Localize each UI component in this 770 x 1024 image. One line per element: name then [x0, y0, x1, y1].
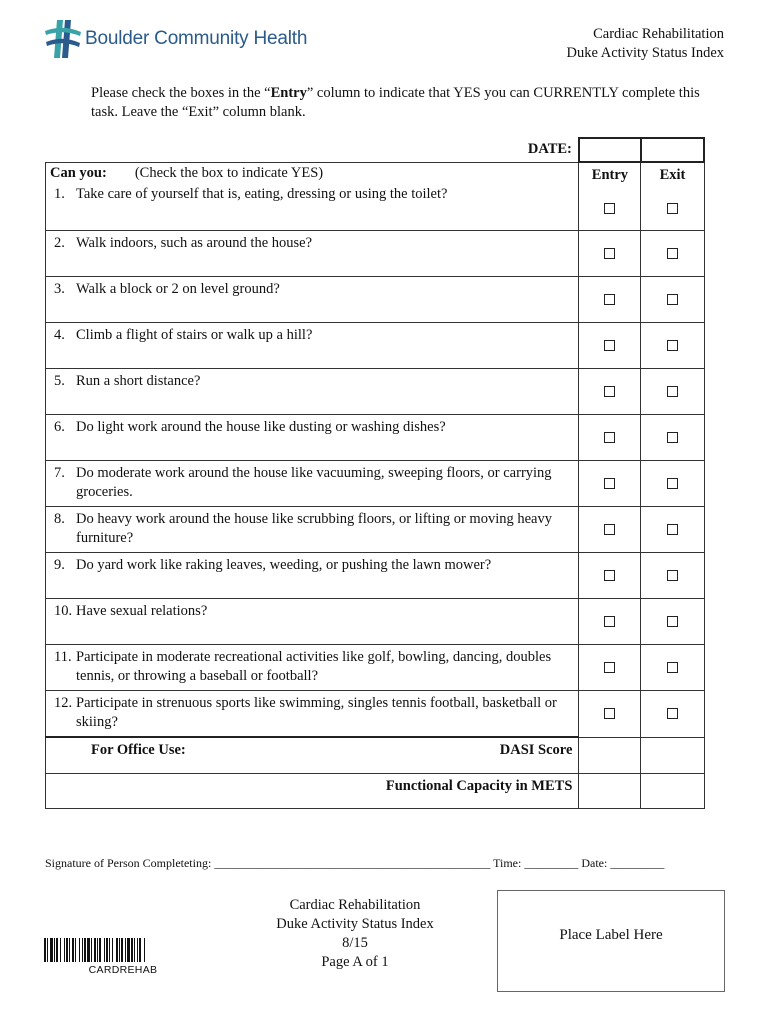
question-text [46, 182, 578, 204]
question-number: 2. [54, 235, 65, 251]
footer-revision-date: 8/15 [342, 935, 368, 951]
question-number: 9. [54, 557, 65, 573]
question-row [46, 461, 705, 507]
question-row [46, 553, 705, 599]
question-number: 12. [54, 695, 73, 711]
exit-checkbox-q8[interactable] [667, 524, 678, 535]
entry-mets-field[interactable] [579, 774, 641, 809]
header-program: Cardiac Rehabilitation [593, 26, 724, 42]
question-label: Have sexual relations? [76, 603, 208, 619]
question-number: 1. [54, 185, 65, 202]
office-use-row [46, 738, 578, 759]
can-you-header [46, 163, 578, 182]
exit-checkbox-q6[interactable] [667, 432, 678, 443]
question-row [46, 162, 705, 231]
instructions [91, 84, 711, 122]
question-number: 5. [54, 373, 65, 389]
question-label: Do light work around the house like dusting or washing dishes? [76, 419, 446, 435]
question-text [46, 507, 578, 547]
exit-checkbox-q11[interactable] [667, 662, 678, 673]
exit-checkbox-q12[interactable] [667, 708, 678, 719]
exit-checkbox-q7[interactable] [667, 478, 678, 489]
functional-capacity-label: Functional Capacity in METS [385, 778, 573, 794]
question-text [46, 231, 578, 253]
question-row [46, 231, 705, 277]
barcode-icon [44, 938, 202, 962]
can-you-label: Can you: [50, 164, 107, 181]
question-text [46, 461, 578, 501]
exit-checkbox-q10[interactable] [667, 616, 678, 627]
entry-checkbox-q11[interactable] [604, 662, 615, 673]
entry-column-header: Entry [591, 167, 629, 183]
brand-logo [43, 18, 307, 60]
question-text [46, 415, 578, 437]
footer-info [255, 896, 455, 972]
brand-name: Boulder Community Health [85, 28, 308, 49]
entry-checkbox-q1[interactable] [604, 203, 615, 214]
entry-dasi-score-field[interactable] [579, 737, 641, 774]
question-number: 8. [54, 511, 65, 527]
signature-line[interactable]: Signature of Person Completeting: ______________________________________________ Time: _________ Date: _________ [45, 856, 665, 870]
question-number: 4. [54, 327, 65, 343]
entry-checkbox-q5[interactable] [604, 386, 615, 397]
question-number: 10. [54, 603, 73, 619]
entry-date-field[interactable] [579, 138, 641, 162]
date-label: DATE: [527, 141, 572, 157]
instructions-text-1: Please check the boxes in the “ [91, 85, 271, 101]
exit-checkbox-q9[interactable] [667, 570, 678, 581]
footer-program: Cardiac Rehabilitation [289, 897, 421, 913]
question-row [46, 415, 705, 461]
question-label: Participate in moderate recreational activities like golf, bowling, dancing, doubles tennis, or throwing a baseball or football? [76, 649, 552, 684]
question-label: Take care of yourself that is, eating, dressing or using the toilet? [76, 185, 448, 202]
header-form-title: Duke Activity Status Index [566, 45, 724, 61]
entry-checkbox-q10[interactable] [604, 616, 615, 627]
document-header [567, 25, 724, 63]
question-row [46, 691, 705, 738]
question-text [46, 691, 578, 731]
question-text [46, 645, 578, 685]
exit-mets-field[interactable] [641, 774, 704, 809]
check-hint: (Check the box to indicate YES) [134, 164, 324, 181]
footer-page-number: Page A of 1 [321, 954, 389, 970]
exit-dasi-score-field[interactable] [641, 737, 704, 774]
entry-checkbox-q3[interactable] [604, 294, 615, 305]
patient-label-box [497, 890, 725, 992]
question-row [46, 323, 705, 369]
question-label: Walk a block or 2 on level ground? [76, 281, 280, 297]
instructions-text-2: ” column to indicate that YES you can CURRENTLY complete this task. Leave the “Exit” column blank. [91, 85, 700, 120]
footer-form-title: Duke Activity Status Index [276, 916, 434, 932]
label-box-text: Place Label Here [559, 927, 663, 943]
question-row [46, 369, 705, 415]
exit-checkbox-q1[interactable] [667, 203, 678, 214]
question-label: Run a short distance? [76, 373, 201, 389]
question-row [46, 645, 705, 691]
exit-checkbox-q3[interactable] [667, 294, 678, 305]
dasi-score-label: DASI Score [499, 742, 573, 758]
question-row [46, 277, 705, 323]
exit-date-field[interactable] [641, 138, 704, 162]
question-text [46, 553, 578, 575]
entry-checkbox-q6[interactable] [604, 432, 615, 443]
instructions-entry-word: Entry [270, 85, 307, 101]
question-text [46, 323, 578, 345]
question-row [46, 507, 705, 553]
question-number: 11. [54, 649, 72, 665]
office-use-label: For Office Use: [91, 742, 186, 758]
entry-checkbox-q4[interactable] [604, 340, 615, 351]
question-text [46, 599, 578, 621]
entry-checkbox-q9[interactable] [604, 570, 615, 581]
exit-checkbox-q4[interactable] [667, 340, 678, 351]
exit-checkbox-q2[interactable] [667, 248, 678, 259]
question-text [46, 369, 578, 391]
question-text [46, 277, 578, 299]
bch-cross-logo-icon [43, 18, 83, 60]
question-row [46, 599, 705, 645]
question-number: 6. [54, 419, 65, 435]
barcode-label: CARDREHAB [88, 964, 158, 976]
question-label: Walk indoors, such as around the house? [76, 235, 313, 251]
question-label: Climb a flight of stairs or walk up a hill? [76, 327, 313, 343]
question-label: Participate in strenuous sports like swimming, singles tennis football, basketball or skiing? [76, 695, 557, 730]
entry-checkbox-q7[interactable] [604, 478, 615, 489]
exit-checkbox-q5[interactable] [667, 386, 678, 397]
exit-column-header: Exit [659, 167, 686, 183]
entry-checkbox-q8[interactable] [604, 524, 615, 535]
question-number: 3. [54, 281, 65, 297]
question-label: Do yard work like raking leaves, weeding, or pushing the lawn mower? [76, 557, 492, 573]
entry-checkbox-q2[interactable] [604, 248, 615, 259]
question-number: 7. [54, 465, 65, 481]
barcode [44, 938, 202, 976]
question-label: Do heavy work around the house like scrubbing floors, or lifting or moving heavy furniture? [76, 511, 552, 546]
entry-checkbox-q12[interactable] [604, 708, 615, 719]
dasi-table [45, 137, 705, 809]
question-label: Do moderate work around the house like vacuuming, sweeping floors, or carrying groceries. [76, 465, 552, 500]
